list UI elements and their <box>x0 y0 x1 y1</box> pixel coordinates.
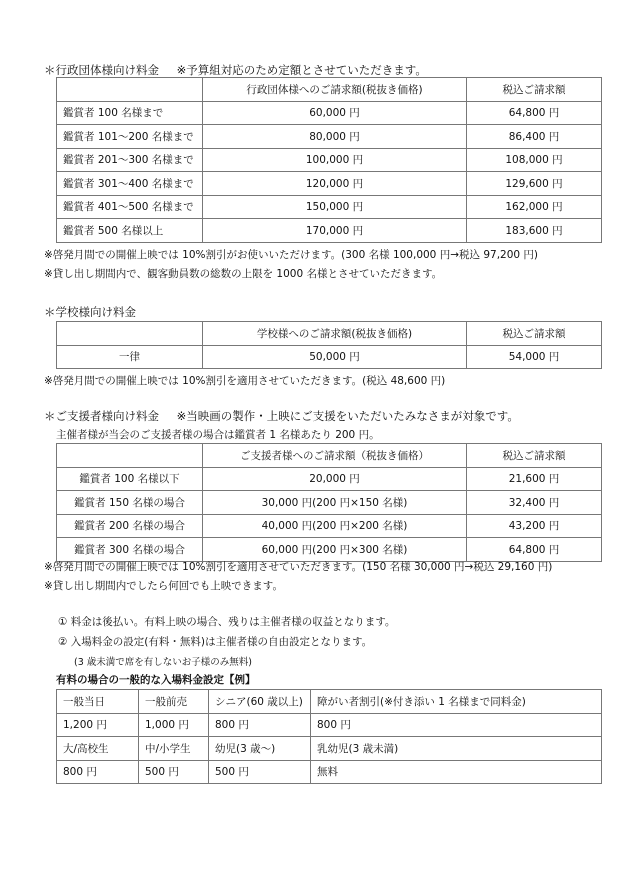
header-cell: 行政団体様へのご請求額(税抜き価格) <box>203 78 467 102</box>
ticket-price-cell: 800 円 <box>57 760 139 784</box>
section-government-title-line <box>44 62 427 78</box>
table-row <box>57 125 602 149</box>
price-cell: 50,000 円 <box>203 345 467 369</box>
audience-cell: 一律 <box>57 345 203 369</box>
table-header-row <box>57 322 602 346</box>
table-row <box>57 491 602 515</box>
audience-cell: 鑑賞者 200 名様の場合 <box>57 514 203 538</box>
ticket-type-cell: 大/高校生 <box>57 737 139 761</box>
tax-price-cell: 43,200 円 <box>467 514 602 538</box>
table-header-row <box>57 444 602 468</box>
table-row <box>57 737 602 761</box>
table-row <box>57 713 602 737</box>
table-row <box>57 172 602 196</box>
header-cell <box>57 78 203 102</box>
tax-price-cell: 21,600 円 <box>467 467 602 491</box>
section-school-title: ＊学校様向け料金 <box>44 305 136 319</box>
table-row <box>57 345 602 369</box>
supporter-discount-note: ※啓発月間での開催上映では 10%割引を適用させていただきます。(150 名様 30,000 円→税込 29,160 円) <box>44 561 553 573</box>
price-cell: 80,000 円 <box>203 125 467 149</box>
section-supporter-title-line <box>44 408 519 424</box>
tax-price-cell: 86,400 円 <box>467 125 602 149</box>
price-cell: 120,000 円 <box>203 172 467 196</box>
table-row <box>57 219 602 243</box>
table-row <box>57 467 602 491</box>
table-row <box>57 195 602 219</box>
header-cell: 税込ご請求額 <box>467 322 602 346</box>
ticket-type-cell: 一般前売 <box>139 690 209 714</box>
audience-cell: 鑑賞者 500 名様以上 <box>57 219 203 243</box>
table-row <box>57 690 602 714</box>
table-row <box>57 148 602 172</box>
price-cell: 170,000 円 <box>203 219 467 243</box>
price-cell: 30,000 円(200 円×150 名様) <box>203 491 467 515</box>
header-cell: ご支援者様へのご請求額（税抜き価格） <box>203 444 467 468</box>
government-limit-note: ※貸し出し期間内で、観客動員数の総数の上限を 1000 名様とさせていただきます。 <box>44 268 443 280</box>
ticket-price-cell: 無料 <box>311 760 602 784</box>
ticket-type-cell: 乳幼児(3 歳未満) <box>311 737 602 761</box>
supporter-pricing-table <box>56 443 602 562</box>
tax-price-cell: 183,600 円 <box>467 219 602 243</box>
school-pricing-table <box>56 321 602 369</box>
tax-price-cell: 64,800 円 <box>467 538 602 562</box>
admission-example-table <box>56 689 602 784</box>
section-supporter-subtitle: ※当映画の製作・上映にご支援をいただいたみなさまが対象です。 <box>176 409 519 423</box>
table-row <box>57 514 602 538</box>
school-discount-note: ※啓発月間での開催上映では 10%割引を適用させていただきます。(税込 48,600 円) <box>44 375 446 387</box>
point-admission: ② 入場料金の設定(有料・無料)は主催者様の自由設定となります。 <box>58 636 373 648</box>
header-cell: 税込ご請求額 <box>467 444 602 468</box>
tax-price-cell: 64,800 円 <box>467 101 602 125</box>
section-government-title: ＊行政団体様向け料金 <box>44 63 159 77</box>
price-cell: 20,000 円 <box>203 467 467 491</box>
header-cell <box>57 322 203 346</box>
table-header-row <box>57 78 602 102</box>
section-supporter-title: ＊ご支援者様向け料金 <box>44 409 159 423</box>
ticket-price-cell: 1,000 円 <box>139 713 209 737</box>
government-pricing-table <box>56 77 602 243</box>
ticket-type-cell: シニア(60 歳以上) <box>209 690 311 714</box>
ticket-type-cell: 一般当日 <box>57 690 139 714</box>
ticket-type-cell: 中/小学生 <box>139 737 209 761</box>
supporter-rate-note: 主催者様が当会のご支援者様の場合は鑑賞者 1 名様あたり 200 円。 <box>56 429 380 441</box>
section-government-subtitle: ※予算組対応のため定額とさせていただきます。 <box>176 63 427 77</box>
price-cell: 150,000 円 <box>203 195 467 219</box>
header-cell: 税込ご請求額 <box>467 78 602 102</box>
header-cell: 学校様へのご請求額(税抜き価格) <box>203 322 467 346</box>
price-cell: 100,000 円 <box>203 148 467 172</box>
tax-price-cell: 129,600 円 <box>467 172 602 196</box>
tax-price-cell: 54,000 円 <box>467 345 602 369</box>
audience-cell: 鑑賞者 101～200 名様まで <box>57 125 203 149</box>
ticket-type-cell: 障がい者割引(※付き添い 1 名様まで同料金) <box>311 690 602 714</box>
audience-cell: 鑑賞者 100 名様まで <box>57 101 203 125</box>
point-payment: ① 料金は後払い。有料上映の場合、残りは主催者様の収益となります。 <box>58 616 396 628</box>
audience-cell: 鑑賞者 201～300 名様まで <box>57 148 203 172</box>
ticket-price-cell: 800 円 <box>311 713 602 737</box>
audience-cell: 鑑賞者 150 名様の場合 <box>57 491 203 515</box>
table-row <box>57 101 602 125</box>
ticket-price-cell: 500 円 <box>209 760 311 784</box>
tax-price-cell: 108,000 円 <box>467 148 602 172</box>
ticket-type-cell: 幼児(3 歳～) <box>209 737 311 761</box>
tax-price-cell: 162,000 円 <box>467 195 602 219</box>
tax-price-cell: 32,400 円 <box>467 491 602 515</box>
supporter-screening-note: ※貸し出し期間内でしたら何回でも上映できます。 <box>44 580 283 592</box>
table-row <box>57 760 602 784</box>
ticket-price-cell: 1,200 円 <box>57 713 139 737</box>
section-admission-example-title: 有料の場合の一般的な入場料金設定【例】 <box>56 674 256 686</box>
ticket-price-cell: 500 円 <box>139 760 209 784</box>
price-cell: 40,000 円(200 円×200 名様) <box>203 514 467 538</box>
point-children-note: (3 歳未満で席を有しないお子様のみ無料) <box>74 657 252 668</box>
price-cell: 60,000 円(200 円×300 名様) <box>203 538 467 562</box>
audience-cell: 鑑賞者 401～500 名様まで <box>57 195 203 219</box>
price-cell: 60,000 円 <box>203 101 467 125</box>
audience-cell: 鑑賞者 300 名様の場合 <box>57 538 203 562</box>
government-discount-note: ※啓発月間での開催上映では 10%割引がお使いいただけます。(300 名様 100,000 円→税込 97,200 円) <box>44 249 539 261</box>
table-row <box>57 538 602 562</box>
header-cell <box>57 444 203 468</box>
audience-cell: 鑑賞者 100 名様以下 <box>57 467 203 491</box>
audience-cell: 鑑賞者 301～400 名様まで <box>57 172 203 196</box>
ticket-price-cell: 800 円 <box>209 713 311 737</box>
